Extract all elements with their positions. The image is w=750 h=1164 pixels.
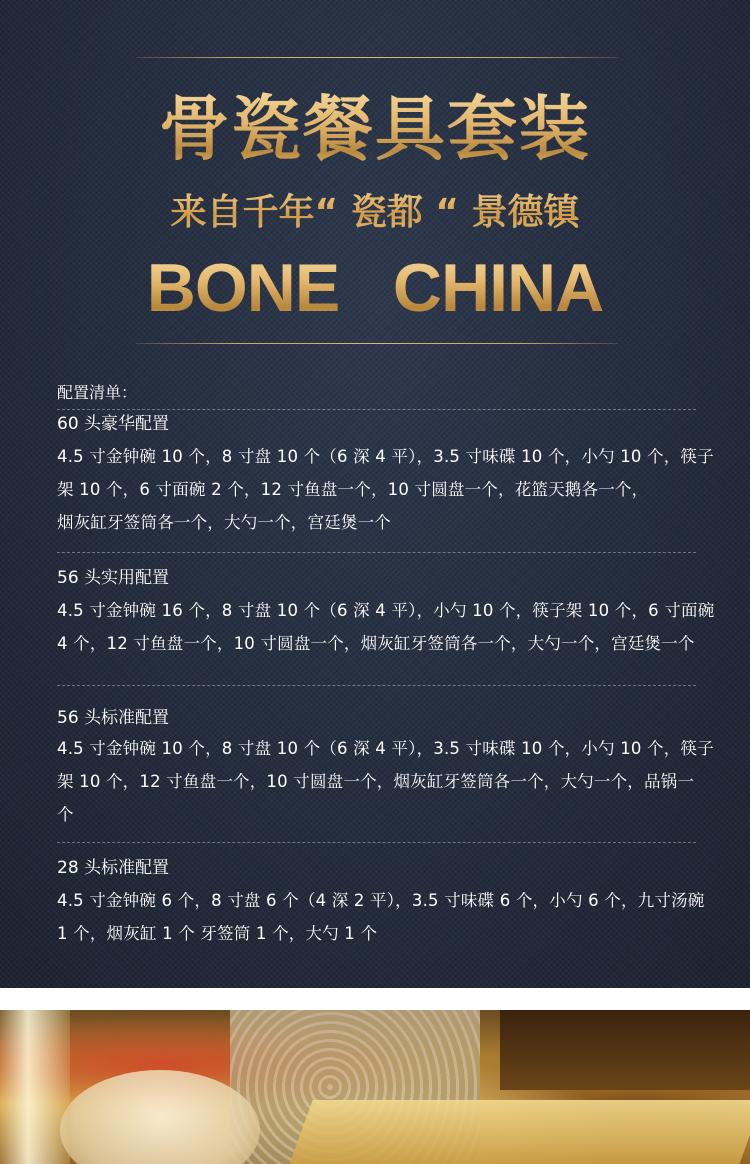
section-body-56-practical — [57, 594, 747, 660]
section-divider — [57, 409, 696, 410]
section-line: 架 10 个，12 寸鱼盘一个，10 寸圆盘一个，烟灰缸牙签筒各一个，大勺一个，品锅一 — [57, 772, 695, 791]
banner-subtitle: 来自千年“ 瓷都 “ 景德镇 — [0, 188, 750, 238]
table-setting-photo — [0, 1010, 750, 1164]
section-line: 1 个，烟灰缸 1 个 牙签筒 1 个，大勺 1 个 — [57, 924, 378, 943]
section-line: 架 10 个，6 寸面碗 2 个，12 寸鱼盘一个，10 寸圆盘一个，花篮天鹅各一个， — [57, 480, 649, 499]
top-gold-divider — [136, 57, 618, 58]
section-line: 4.5 寸金钟碗 10 个，8 寸盘 10 个（6 深 4 平），3.5 寸味碟 10 个，小勺 10 个，筷子 — [57, 447, 714, 466]
section-line: 个 — [57, 805, 74, 824]
background-shadow — [500, 1010, 750, 1090]
section-body-28 — [57, 884, 747, 950]
section-line: 4.5 寸金钟碗 16 个，8 寸盘 10 个（6 深 4 平），小勺 10 个，筷子架 10 个，6 寸面碗 — [57, 601, 715, 620]
section-title-60: 60 头豪华配置 — [57, 414, 170, 434]
config-list-heading: 配置清单： — [57, 383, 138, 402]
section-title-28: 28 头标准配置 — [57, 858, 170, 878]
section-divider — [57, 685, 696, 686]
section-title-56-practical: 56 头实用配置 — [57, 568, 170, 588]
section-body-60 — [57, 440, 747, 539]
section-body-56-standard — [57, 732, 747, 831]
section-line: 烟灰缸牙签筒各一个，大勺一个，宫廷煲一个 — [57, 513, 391, 532]
crystal-glass — [0, 1010, 70, 1164]
banner-title: 骨瓷餐具套装 — [0, 84, 750, 174]
bottom-gold-divider — [136, 343, 618, 344]
section-title-56-standard: 56 头标准配置 — [57, 708, 170, 728]
section-line: 4 个，12 寸鱼盘一个，10 寸圆盘一个，烟灰缸牙签筒各一个，大勺一个，宫廷煲一个 — [57, 634, 695, 653]
banner-english-title: BONE CHINA — [0, 248, 750, 328]
table-runner — [287, 1100, 750, 1164]
section-divider — [57, 842, 696, 843]
section-line: 4.5 寸金钟碗 10 个，8 寸盘 10 个（6 深 4 平），3.5 寸味碟 10 个，小勺 10 个，筷子 — [57, 739, 714, 758]
section-line: 4.5 寸金钟碗 6 个，8 寸盘 6 个（4 深 2 平），3.5 寸味碟 6 个，小勺 6 个，九寸汤碗 — [57, 891, 705, 910]
section-divider — [57, 552, 696, 553]
